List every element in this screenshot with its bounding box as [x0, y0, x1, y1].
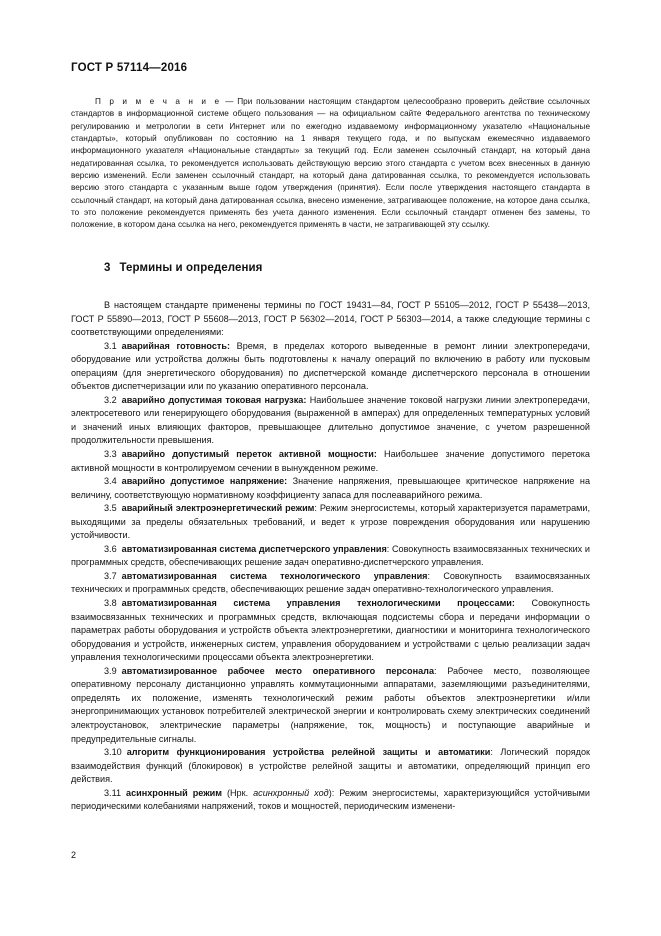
- term-name: аварийный электроэнергетический режим: [121, 503, 315, 514]
- term-paragraph: [71, 543, 590, 570]
- term-definition: Время, в пределах которого выведенные в ремонт линии электропередачи, оборудование или устройства должны быть подготовлены к началу операций по включению в работу или пусковым операциям (для энергетического оборудования) по диспетчерской команде диспетчерского персонала в отношении объектов диспетчеризации или по указанию оперативного персонала.: [71, 340, 590, 392]
- term-number: 3.10: [104, 747, 122, 758]
- term-name: алгоритм функционирования устройства релейной защиты и автоматики: [126, 747, 491, 758]
- note-label: П р и м е ч а н и е: [95, 97, 222, 106]
- term-definition: Совокупность взаимосвязанных технических и программных средств, включающая подсистемы сбора и передачи информации о параметрах работы оборудования и устройств объекта электроэнергетики, диагностики и мониторинга технологического оборудования и устройств, инженерных систем, управления оборудованием и устройствами с целью реализации задач управления технологическими процессами объекта электроэнергетики.: [71, 598, 590, 663]
- document-header: ГОСТ Р 57114—2016: [71, 62, 188, 74]
- term-name: аварийно допустимое напряжение:: [121, 476, 288, 487]
- section-title: Термины и определения: [119, 262, 263, 274]
- term-paragraph: [71, 570, 590, 597]
- term-paragraph: [71, 597, 590, 665]
- term-paragraph: [71, 448, 590, 475]
- term-paragraph: [71, 665, 590, 746]
- term-paragraph: [71, 787, 590, 814]
- term-definition: Значение напряжения, превышающее критическое напряжение на величину, соответствующую нормативному коэффициенту запаса для послеаварийного режима.: [71, 476, 591, 500]
- term-definition: Наибольшее значение допустимого перетока активной мощности в контролируемом сечении в вынужденном режиме.: [71, 449, 590, 473]
- term-definition: Наибольшее значение токовой нагрузки линии электропередачи, электросетевого или генерирующего оборудования (выраженной в амперах) для определенных температурных условий и значений иных влияющих факторов, превышающее длительно допустимое значение, с учетом разрешенной продолжительности превышения.: [71, 394, 590, 446]
- term-number: 3.3: [104, 449, 117, 460]
- terms-body: [71, 299, 590, 814]
- term-separator: :: [427, 570, 444, 581]
- term-name: автоматизированная система управления технологическими процессами:: [121, 598, 515, 609]
- term-number: 3.6: [104, 543, 117, 554]
- term-paragraph: [71, 746, 590, 787]
- term-number: 3.4: [104, 476, 117, 487]
- note-block: [71, 96, 590, 232]
- terms-list: [71, 340, 590, 814]
- term-name: аварийная готовность:: [121, 340, 230, 351]
- section-number: 3: [104, 262, 111, 274]
- intro-text: В настоящем стандарте применены термины по ГОСТ 19431—84, ГОСТ Р 55105—2012, ГОСТ Р 55438—2013, ГОСТ Р 55890—2013, ГОСТ Р 55608—2013, ГОСТ Р 56302—2014, ГОСТ Р 56303—2014, а также следующие термины с соответствующими определениями:: [71, 300, 590, 338]
- term-name: аварийно допустимый переток активной мощности:: [121, 449, 377, 460]
- term-name: асинхронный режим: [126, 787, 222, 798]
- term-name: аварийно допустимая токовая нагрузка:: [121, 394, 307, 405]
- term-definition: Режим энергосистемы, характеризующийся устойчивыми периодическими колебаниями напряжений, токов и мощностей, периодическим изменени-: [71, 787, 590, 812]
- term-number: 3.9: [104, 665, 117, 676]
- term-nrk-prefix: (Нрк.: [221, 787, 254, 798]
- term-separator: :: [314, 503, 320, 514]
- term-name: автоматизированная система технологического управления: [121, 570, 428, 581]
- term-space: [377, 449, 384, 459]
- term-definition: Совокупность взаимосвязанных технических и программных средств, обеспечивающих решение задач оперативно-технологического управления.: [71, 570, 590, 595]
- term-separator: :: [386, 543, 392, 554]
- note-text: При пользовании настоящим стандартом целесообразно проверить действие ссылочных стандартов в информационной системе общего пользования — на официальном сайте Федерального агентства по техническому регулированию и метрологии в сети Интернет или по ежегодно издаваемому информационному указателю «Национальные стандарты», который опубликован по состоянию на 1 января текущего года, и по выпускам ежемесячно издаваемого информационного указателя «Национальные стандарты» за текущий год. Если заменен ссылочный стандарт, на который дана недатированная ссылка, то рекомендуется использовать действующую версию этого стандарта с учетом всех внесенных в данную версию изменений. Если заменен ссылочный стандарт, на который дана датированная ссылка, то рекомендуется использовать версию этого стандарта с указанным выше годом утверждения (принятия). Если после утверждения настоящего стандарта в ссылочный стандарт, на который дана датированная ссылка, внесено изменение, затрагивающее положение, на которое дана ссылка, то это положение рекомендуется применять без учета данного изменения. Если ссылочный стандарт отменен без замены, то положение, в котором дана ссылка на него, рекомендуется применять в части, не затрагивающей эту ссылку.: [71, 97, 590, 230]
- term-separator: :: [434, 665, 448, 676]
- term-name: автоматизированная система диспетчерского управления: [121, 543, 387, 554]
- term-number: 3.8: [104, 598, 117, 609]
- term-nrk-synonym: асинхронный ход: [253, 787, 329, 798]
- term-definition: Режим энергосистемы, который характеризуется параметрами, выходящими за пределы обязательных требований, и ведет к угрозе повреждения оборудования или нарушению устойчивости.: [71, 503, 590, 541]
- term-name: автоматизированное рабочее место оперативного персонала: [121, 665, 434, 676]
- term-number: 3.7: [104, 570, 117, 581]
- page-number: 2: [71, 850, 77, 860]
- term-paragraph: [71, 475, 590, 502]
- term-number: 3.11: [104, 787, 122, 798]
- section-heading: [104, 262, 263, 274]
- term-definition: Логический порядок взаимодействия функций (блокировок) в устройстве релейной защиты и автоматики, определяющий принцип его действия.: [71, 747, 591, 785]
- term-paragraph: [71, 340, 590, 394]
- note-dash: —: [221, 97, 238, 106]
- term-paragraph: [71, 394, 590, 448]
- term-space: [230, 341, 237, 351]
- term-number: 3.2: [104, 394, 117, 405]
- term-definition: Рабочее место, позволяющее оперативному персоналу дистанционно управлять коммутационными аппаратами, заземляющими разъединителями, определять их положение, изменять технологический режим работы объектов электроэнергетики и/или энергопринимающих установок потребителей электрической энергии и контролировать схему электрических соединений электроустановок, электрические параметры (напряжение, ток, мощность) и поступающие аварийные и предупредительные сигналы.: [71, 665, 590, 744]
- term-separator: :: [490, 747, 501, 758]
- term-number: 3.1: [104, 340, 117, 351]
- intro-paragraph: [71, 299, 590, 340]
- term-definition: Совокупность взаимосвязанных технических и программных средств, обеспечивающих решение задач оперативно-диспетчерского управления.: [71, 543, 590, 568]
- note-paragraph: [71, 96, 590, 232]
- term-space: [515, 598, 532, 608]
- term-paragraph: [71, 502, 590, 543]
- term-number: 3.5: [104, 503, 117, 514]
- term-nrk-suffix: ):: [328, 787, 340, 798]
